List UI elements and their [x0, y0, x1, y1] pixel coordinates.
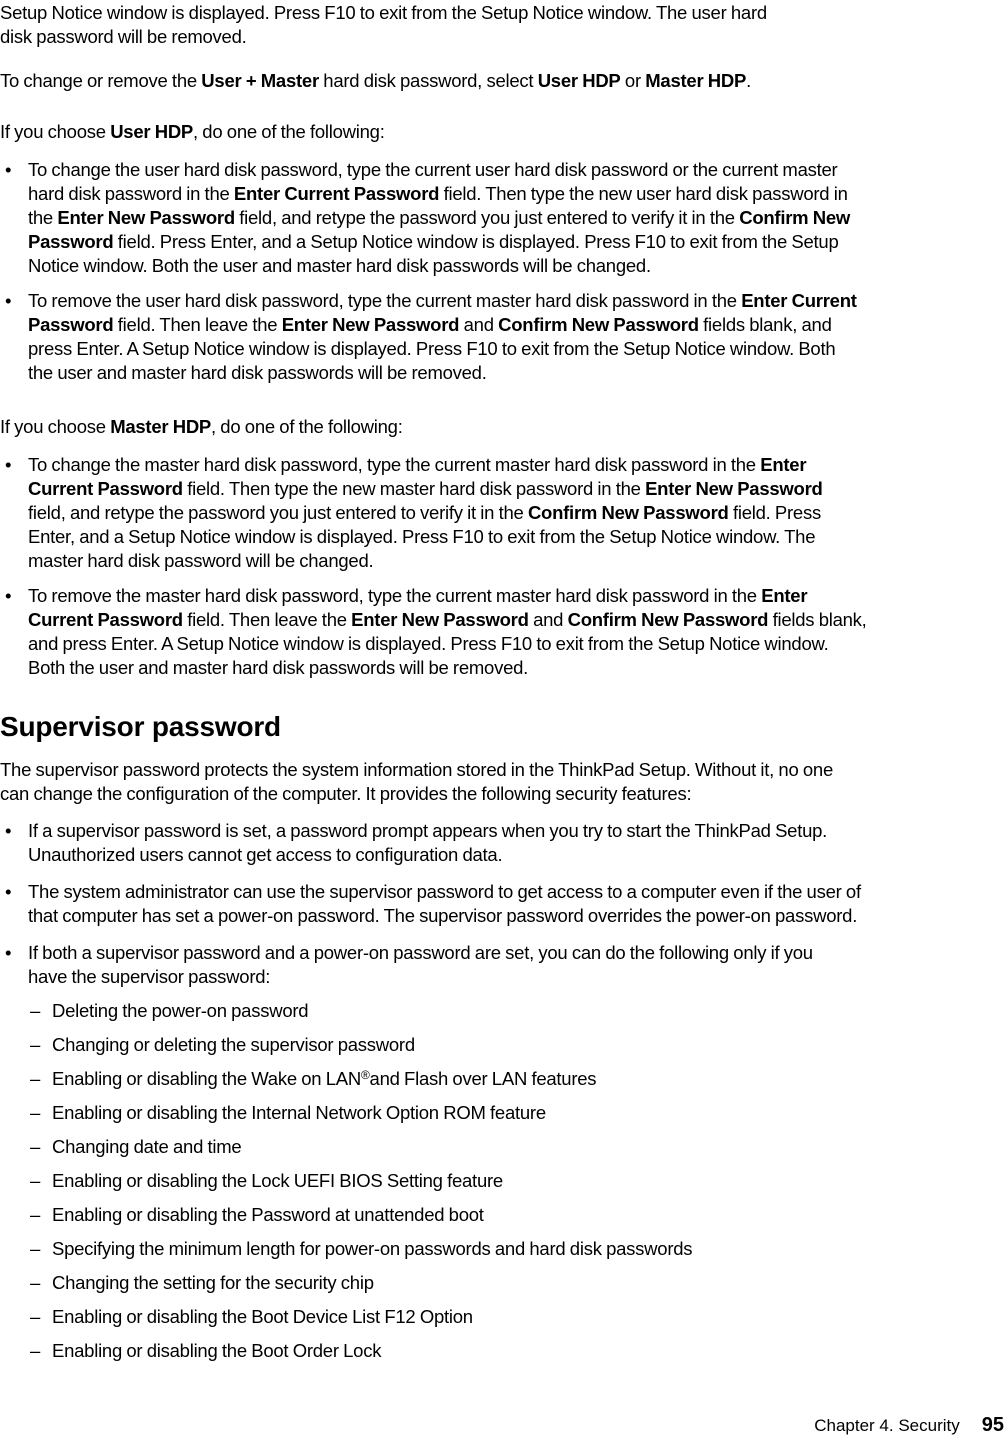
list-item [0, 584, 1002, 680]
bold-term: Confirm New Password [498, 314, 699, 335]
bullet-glyph: • [5, 159, 12, 180]
dash-glyph: – [30, 1238, 41, 1259]
list-item-text: Enabling or disabling the Internal Network Option ROM feature [52, 1102, 546, 1123]
text-line [28, 230, 1002, 254]
user-hdp-bullet-list [0, 158, 1002, 385]
dash-glyph: – [30, 1000, 41, 1021]
text-line: Unauthorized users cannot get access to configuration data. [28, 844, 503, 865]
dash-glyph: – [30, 1204, 41, 1225]
text-line [28, 182, 1002, 206]
text-run: and press Enter. A Setup Notice window is displayed. Press F10 to exit from the Setup Notice window. [28, 633, 829, 654]
registered-mark: ® [360, 1068, 370, 1082]
bold-term: Password [28, 314, 114, 335]
text-line [28, 584, 1002, 608]
list-item-text: Changing or deleting the supervisor password [52, 1034, 415, 1055]
text-line [28, 453, 1002, 477]
list-item [0, 453, 1002, 573]
text-line: have the supervisor password: [28, 966, 271, 987]
text-line [28, 608, 1002, 632]
dash-glyph: – [30, 1170, 41, 1191]
continuation-paragraph [0, 1, 767, 49]
text-run: and [528, 609, 568, 630]
text-run: To change the user hard disk password, type the current user hard disk password or the current master [28, 159, 838, 180]
list-item-text: Changing date and time [52, 1136, 242, 1157]
text-line: that computer has set a power-on password. The supervisor password overrides the power-on password. [28, 905, 858, 926]
bold-term: Enter [761, 585, 808, 606]
dash-glyph: – [30, 1034, 41, 1055]
text-run: field. Press Enter, and a Setup Notice window is displayed. Press F10 to exit from the Setup [113, 231, 839, 252]
dash-glyph: – [30, 1068, 41, 1089]
text-line: disk password will be removed. [0, 26, 247, 47]
text-run: press Enter. A Setup Notice window is displayed. Press F10 to exit from the Setup Notice window. Both [28, 338, 836, 359]
text-line: The supervisor password protects the system information stored in the ThinkPad Setup. Without it, no one [0, 759, 834, 780]
bold-term: Enter New Password [281, 314, 460, 335]
text-line [28, 289, 1002, 313]
text-run: fields blank, and [698, 314, 832, 335]
text-run: Enter, and a Setup Notice window is displayed. Press F10 to exit from the Setup Notice window. The [28, 526, 816, 547]
text-line: If a supervisor password is set, a password prompt appears when you try to start the ThinkPad Setup. [28, 820, 828, 841]
text-run: field, and retype the password you just entered to verify it in the [28, 502, 528, 523]
text-line: Setup Notice window is displayed. Press F10 to exit from the Setup Notice window. The user hard [0, 2, 767, 23]
change-remove-intro: To change or remove the User + Master hard disk password, select User HDP or Master HDP. [0, 70, 751, 91]
text-line [28, 158, 1002, 182]
master-hdp-intro: If you choose Master HDP, do one of the following: [0, 416, 403, 437]
bullet-glyph: • [5, 585, 12, 606]
text-run: field, and retype the password you just entered to verify it in the [234, 207, 740, 228]
text-line [28, 313, 1002, 337]
footer-chapter: Chapter 4. Security [814, 1416, 960, 1435]
list-item-text: Enabling or disabling the Lock UEFI BIOS Setting feature [52, 1170, 503, 1191]
page-footer [814, 1413, 1004, 1438]
text-run: field. Then leave the [182, 609, 352, 630]
list-item [0, 819, 1002, 867]
list-item [0, 289, 1002, 385]
text-line: The system administrator can use the supervisor password to get access to a computer even if the user of [28, 881, 861, 902]
bold-term: Password [28, 231, 114, 252]
text-run: master hard disk password will be changed. [28, 550, 374, 571]
dash-glyph: – [30, 1102, 41, 1123]
list-item-text: Enabling or disabling the Boot Order Lock [52, 1340, 382, 1361]
bold-term: Enter New Password [351, 609, 529, 630]
text-run: Both the user and master hard disk passwords will be removed. [28, 657, 529, 678]
bullet-glyph: • [5, 290, 12, 311]
bold-term: Confirm New [739, 207, 851, 228]
list-item-text: Specifying the minimum length for power-on passwords and hard disk passwords [52, 1238, 693, 1259]
list-item-text: Enabling or disabling the Wake on LAN®and Flash over LAN features [52, 1068, 597, 1089]
bold-term: Confirm New Password [567, 609, 769, 630]
text-line [28, 549, 1002, 573]
list-item-text: Deleting the power-on password [52, 1000, 309, 1021]
list-item-text: Enabling or disabling the Boot Device List F12 Option [52, 1306, 473, 1327]
text-line [28, 337, 1002, 361]
supervisor-bullet-list [0, 819, 1002, 989]
text-line [28, 206, 1002, 230]
text-line: can change the configuration of the computer. It provides the following security features: [0, 783, 692, 804]
text-run: fields blank, [768, 609, 867, 630]
dash-glyph: – [30, 1340, 41, 1361]
bold-term: Enter Current Password [233, 183, 440, 204]
dash-glyph: – [30, 1272, 41, 1293]
text-line [28, 525, 1002, 549]
dash-glyph: – [30, 1306, 41, 1327]
text-run: field. Then type the new master hard disk password in the [182, 478, 646, 499]
text-run: To remove the master hard disk password, type the current master hard disk password in the [28, 585, 762, 606]
bold-term: Enter New Password [645, 478, 823, 499]
section-heading-supervisor-password: Supervisor password [0, 711, 281, 742]
bold-term: Enter Current [741, 290, 857, 311]
text-line [28, 656, 1002, 680]
list-item [0, 158, 1002, 278]
bullet-glyph: • [5, 820, 12, 841]
text-run: Notice window. Both the user and master hard disk passwords will be changed. [28, 255, 651, 276]
bullet-glyph: • [5, 881, 12, 902]
text-run: To change the master hard disk password, type the current master hard disk password in the [28, 454, 761, 475]
bold-term: Enter New Password [57, 207, 235, 228]
bold-term: Current Password [28, 478, 183, 499]
bold-term: Current Password [28, 609, 183, 630]
text-line [28, 361, 1002, 385]
text-line: If both a supervisor password and a power-on password are set, you can do the following only if you [28, 942, 813, 963]
text-run: the [28, 207, 58, 228]
text-run: To remove the user hard disk password, type the current master hard disk password in the [28, 290, 742, 311]
list-item [0, 880, 1002, 928]
text-run: field. Then type the new user hard disk password in [439, 183, 848, 204]
dash-glyph: – [30, 1136, 41, 1157]
bold-term: Enter [760, 454, 807, 475]
text-run: the user and master hard disk passwords will be removed. [28, 362, 487, 383]
master-hdp-bullet-list [0, 453, 1002, 680]
text-run: field. Then leave the [113, 314, 282, 335]
text-line [28, 501, 1002, 525]
text-line [28, 477, 1002, 501]
text-run: field. Press [728, 502, 821, 523]
text-run: and [459, 314, 499, 335]
page-number: 95 [981, 1414, 1004, 1436]
bold-term: Confirm New Password [527, 502, 729, 523]
bullet-glyph: • [5, 454, 12, 475]
user-hdp-intro: If you choose User HDP, do one of the following: [0, 121, 385, 142]
list-item [0, 941, 1002, 989]
supervisor-intro-paragraph [0, 758, 833, 806]
text-run: hard disk password in the [28, 183, 234, 204]
bullet-glyph: • [5, 942, 12, 963]
text-line [28, 632, 1002, 656]
list-item-text: Enabling or disabling the Password at unattended boot [52, 1204, 484, 1225]
text-line [28, 254, 1002, 278]
list-item-text: Changing the setting for the security chip [52, 1272, 374, 1293]
